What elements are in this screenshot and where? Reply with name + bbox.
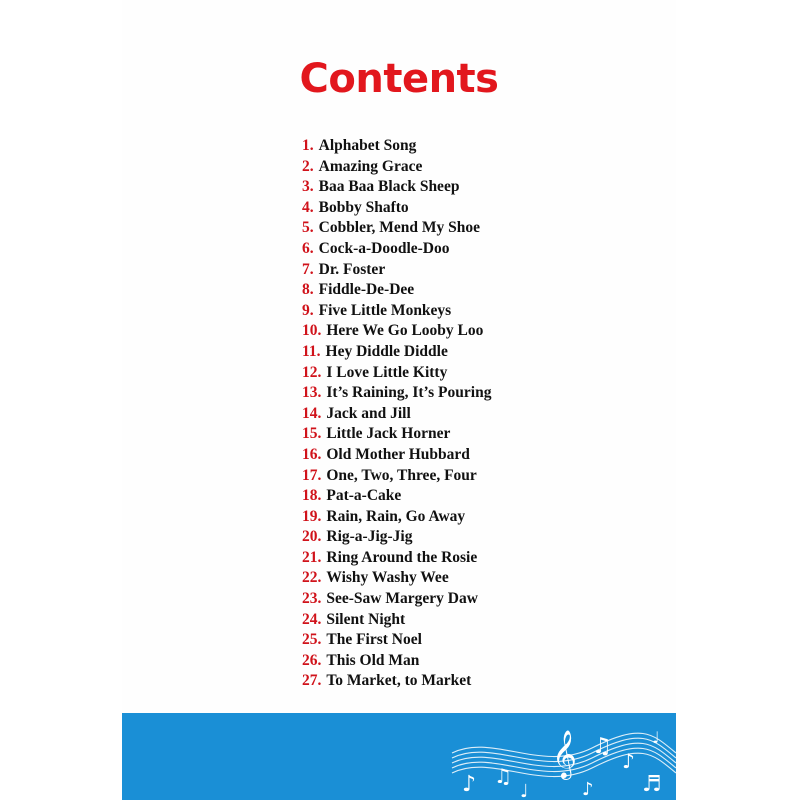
svg-text:♪: ♪ (462, 772, 477, 797)
item-title: Hey Diddle Diddle (325, 342, 448, 360)
item-number: 15. (302, 425, 322, 443)
item-title: See-Saw Margery Daw (326, 590, 478, 608)
contents-item (302, 383, 491, 404)
item-title: Jack and Jill (326, 404, 411, 422)
item-title: Ring Around the Rosie (326, 548, 478, 566)
contents-item (302, 321, 491, 342)
item-title: It’s Raining, It’s Pouring (326, 384, 492, 402)
item-number: 13. (302, 384, 322, 402)
item-title: The First Noel (326, 631, 422, 649)
svg-text:♪: ♪ (622, 749, 635, 773)
contents-item (302, 301, 491, 322)
item-title: I Love Little Kitty (326, 363, 448, 381)
contents-item (302, 507, 491, 528)
item-number: 25. (302, 631, 322, 649)
item-number: 23. (302, 590, 322, 608)
item-title: Wishy Washy Wee (326, 569, 449, 587)
contents-item (302, 198, 491, 219)
item-number: 1. (302, 137, 314, 154)
contents-item (302, 630, 491, 651)
item-title: Cobbler, Mend My Shoe (318, 219, 480, 237)
contents-item (302, 404, 491, 425)
svg-text:♫: ♫ (592, 734, 612, 759)
contents-page (122, 0, 676, 800)
item-title: Rig-a-Jig-Jig (326, 528, 413, 546)
item-title: Rain, Rain, Go Away (326, 507, 466, 525)
contents-item (302, 280, 491, 301)
item-title: One, Two, Three, Four (326, 466, 477, 484)
item-number: 8. (302, 281, 314, 299)
item-number: 27. (302, 672, 322, 690)
contents-item (302, 671, 491, 692)
item-title: Little Jack Horner (326, 425, 451, 443)
contents-item (302, 363, 491, 384)
item-number: 16. (302, 445, 322, 463)
contents-list (302, 136, 491, 692)
item-number: 10. (302, 322, 322, 340)
svg-text:♩: ♩ (652, 728, 660, 747)
svg-text:𝄞: 𝄞 (552, 729, 577, 778)
contents-item (302, 610, 491, 631)
item-title: To Market, to Market (326, 672, 472, 690)
footer-banner (122, 713, 676, 800)
music-notes-icon (122, 713, 676, 800)
item-title: Bobby Shafto (318, 198, 409, 216)
svg-text:♪: ♪ (582, 779, 594, 800)
item-title: Amazing Grace (318, 157, 423, 175)
item-title: Cock-a-Doodle-Doo (318, 239, 450, 257)
item-number: 22. (302, 569, 322, 587)
item-number: 5. (302, 219, 314, 237)
item-number: 2. (302, 157, 314, 175)
contents-item (302, 218, 491, 239)
item-number: 24. (302, 610, 322, 628)
item-title: Baa Baa Black Sheep (318, 178, 460, 196)
item-title: This Old Man (326, 651, 420, 669)
contents-item (302, 527, 491, 548)
contents-item (302, 445, 491, 466)
item-number: 20. (302, 528, 322, 546)
contents-item (302, 589, 491, 610)
contents-item (302, 260, 491, 281)
item-title: Dr. Foster (318, 260, 386, 278)
svg-text:♫: ♫ (494, 764, 512, 788)
svg-text:♬: ♬ (642, 772, 662, 797)
contents-item (302, 136, 491, 157)
contents-item (302, 342, 491, 363)
item-number: 18. (302, 487, 322, 505)
item-number: 11. (302, 342, 321, 360)
item-number: 26. (302, 651, 322, 669)
item-title: Silent Night (326, 610, 406, 628)
svg-text:♩: ♩ (520, 781, 529, 800)
item-title: Old Mother Hubbard (326, 445, 470, 463)
item-number: 6. (302, 239, 314, 257)
item-number: 3. (302, 178, 314, 196)
contents-item (302, 651, 491, 672)
contents-item (302, 177, 491, 198)
item-number: 9. (302, 301, 314, 319)
contents-item (302, 486, 491, 507)
contents-item (302, 466, 491, 487)
item-number: 12. (302, 363, 322, 381)
item-number: 21. (302, 548, 322, 566)
item-title: Fiddle-De-Dee (318, 281, 415, 299)
item-number: 19. (302, 507, 322, 525)
item-title: Pat-a-Cake (326, 487, 402, 505)
page-title: Contents (299, 56, 499, 102)
contents-item (302, 548, 491, 569)
item-number: 17. (302, 466, 322, 484)
item-number: 4. (302, 198, 314, 216)
contents-item (302, 424, 491, 445)
contents-item (302, 568, 491, 589)
item-number: 14. (302, 404, 322, 422)
contents-item (302, 157, 491, 178)
item-title: Five Little Monkeys (318, 301, 452, 319)
item-title: Here We Go Looby Loo (326, 322, 484, 340)
contents-item (302, 239, 491, 260)
item-number: 7. (302, 260, 314, 278)
item-title: Alphabet Song (318, 137, 417, 154)
